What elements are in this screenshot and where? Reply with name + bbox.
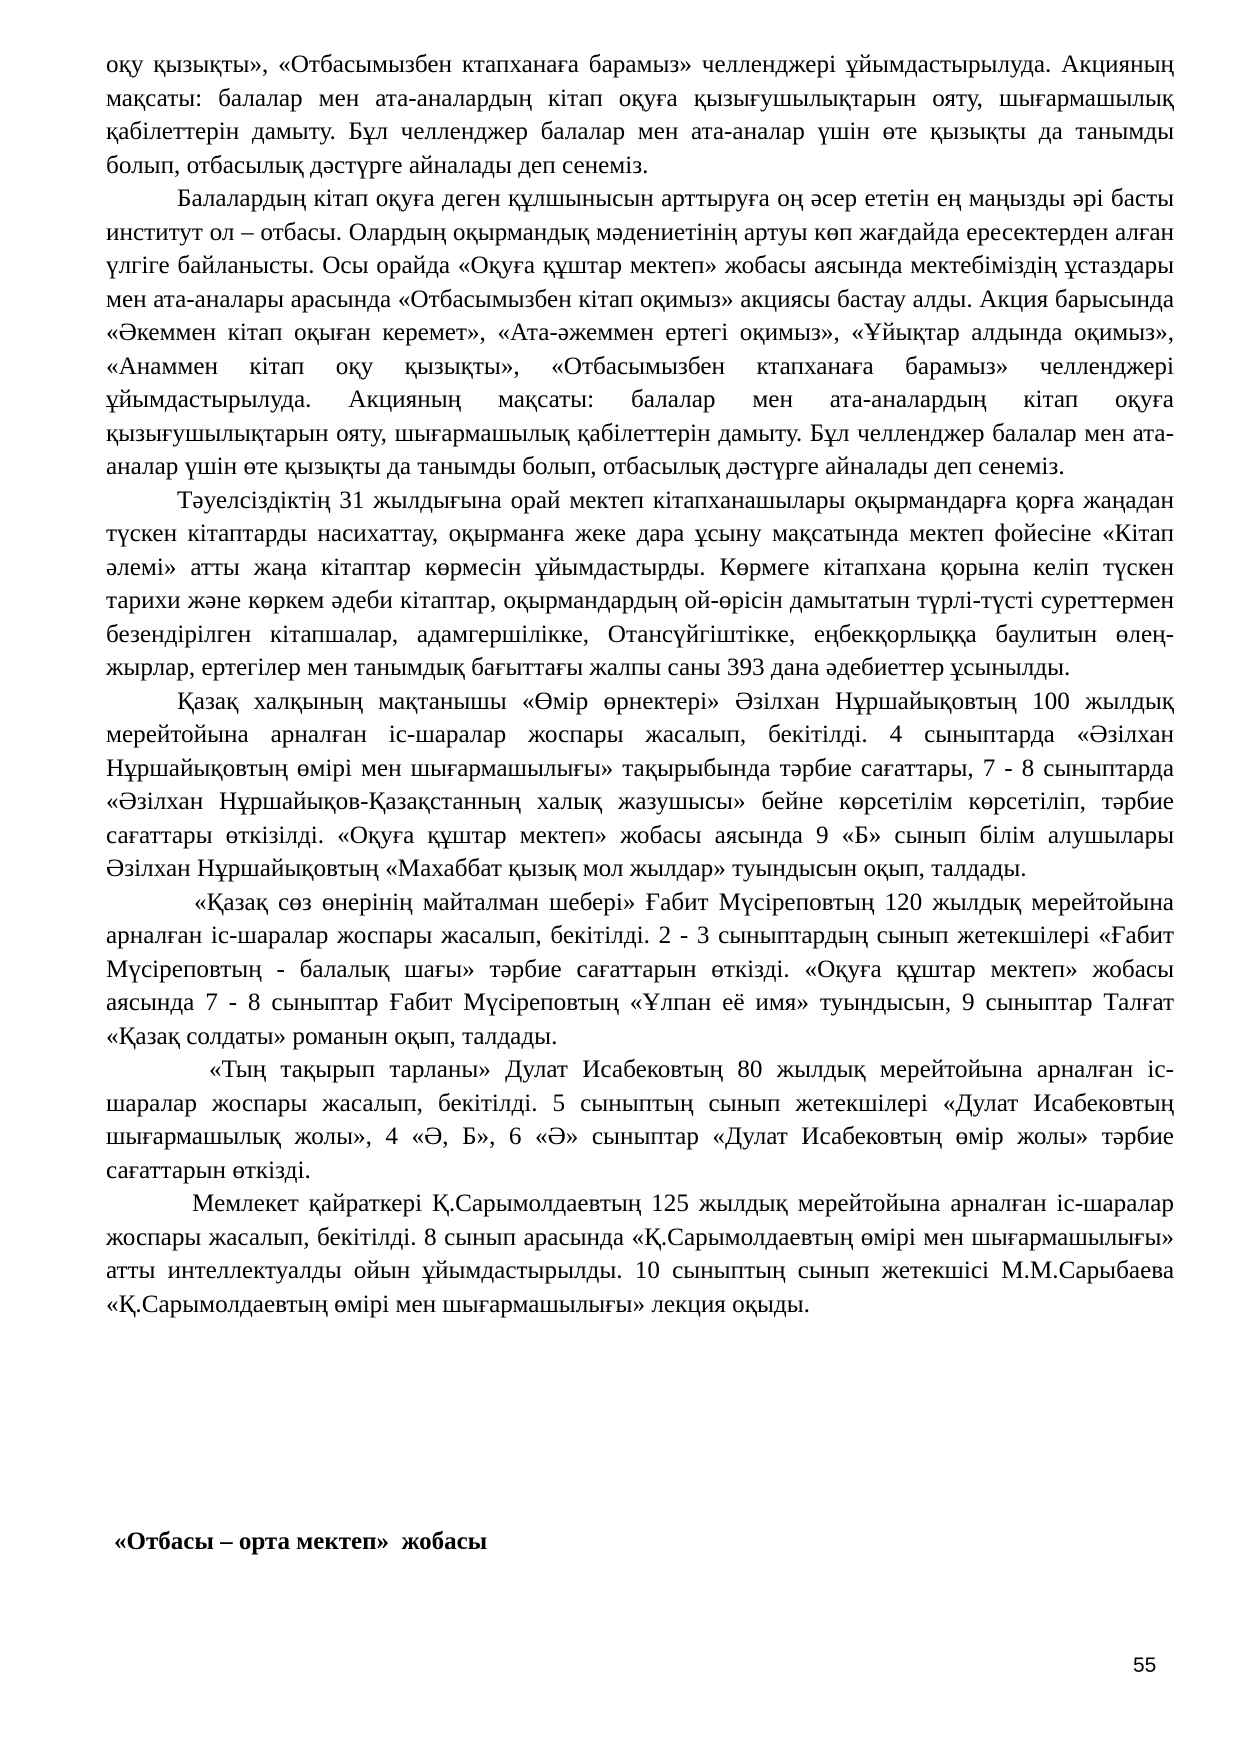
paragraph-nurshaiykov-jubilee: Қазақ халқының мақтанышы «Өмір өрнектері» Әзілхан Нұршайықовтың 100 жылдық мерейтойына арналған іс-шаралар жоспары жасалып, бекітілді. 4 сыныптарда «Әзілхан Нұршайықовтың өмірі мен шығармашылығы» тақырыбында тәрбие сағаттары, 7 - 8 сыныптарда «Әзілхан Нұршайықов-Қазақстанның халық жазушысы» бейне көрсетілім көрсетіліп, тәрбие сағаттары өткізілді. «Оқуға құштар мектеп» жобасы аясында 9 «Б» сынып білім алушылары Әзілхан Нұршайықовтың «Махаббат қызық мол жылдар» туындысын оқып, талдады. xyxy=(106,687,1174,882)
paragraph-independence-exhibition: Тәуелсіздіктің 31 жылдығына орай мектеп кітапханашылары оқырмандарға қорға жаңадан түскен кітаптарды насихаттау, оқырманға жеке дара ұсыну мақсатында мектеп фойесіне «Кітап әлемі» атты жаңа кітаптар көрмесін ұйымдастырды. Көрмеге кітапхана қорына келіп түскен тарихи және көркем әдеби кітаптар, оқырмандардың ой-өрісін дамытатын түрлі-түсті суреттермен безендірілген кітапшалар, адамгершілікке, Отансүйгіштікке, еңбекқорлыққа баулитын өлең- жырлар, ертегілер мен танымдық бағыттағы жалпы саны 393 дана әдебиеттер ұсынылды. xyxy=(106,486,1174,681)
paragraph-isabekov-jubilee: «Тың тақырып тарланы» Дулат Исабековтың 80 жылдық мерейтойына арналған іс-шаралар жоспары жасалып, бекітілді. 5 сыныптың сынып жетекшілері «Дулат Исабековтың шығармашылық жолы», 4 «Ә, Б», 6 «Ә» сыныптар «Дулат Исабековтың өмір жолы» тәрбие сағаттарын өткізді. xyxy=(106,1056,1174,1184)
paragraph-musirepov-jubilee: «Қазақ сөз өнерінің майталман шебері» Ғабит Мүсіреповтың 120 жылдық мерейтойына арналған іс-шаралар жоспары жасалып, бекітілді. 2 - 3 сыныптардың сынып жетекшілері «Ғабит Мүсіреповтың - балалық шағы» тәрбие сағаттарын өткізді. «Оқуға құштар мектеп» жобасы аясында 7 - 8 сыныптар Ғабит Мүсіреповтың «Ұлпан её имя» туындысын, 9 сыныптар Талғат «Қазақ солдаты» романын оқып, талдады. xyxy=(106,888,1174,1050)
paragraph-sarymoldaev-jubilee: Мемлекет қайраткері Қ.Сарымолдаевтың 125 жылдық мерейтойына арналған іс-шаралар жоспары жасалып, бекітілді. 8 сынып арасында «Қ.Сарымолдаевтың өмірі мен шығармашылығы» атты интеллектуалды ойын ұйымдастырылды. 10 сыныптың сынып жетекшісі М.М.Сарыбаева «Қ.Сарымолдаевтың өмірі мен шығармашылығы» лекция оқыды. xyxy=(106,1190,1174,1318)
page-number: 55 xyxy=(1133,1654,1157,1677)
paragraph-challenges-continued: оқу қызықты», «Отбасымызбен ктапханаға барамыз» челленджері ұйымдастырылуда. Акцияның мақсаты: балалар мен ата-аналардың кітап оқуға қызығушылықтарын ояту, шығармашылық қабілеттерін дамыту. Бұл челленджер балалар мен ата-аналар үшін өте қызықты да танымды болып, отбасылық дәстүрге айналады деп сенеміз. xyxy=(106,51,1174,179)
body-text xyxy=(106,48,1174,1321)
paragraph-family-reading: Балалардың кітап оқуға деген құлшынысын арттыруға оң әсер ететін ең маңызды әрі басты институт ол – отбасы. Олардың оқырмандық мәдениетінің артуы көп жағдайда ересектерден алған үлгіге байланысты. Осы орайда «Оқуға құштар мектеп» жобасы аясында мектебіміздің ұстаздары мен ата-аналары арасында «Отбасымызбен кітап оқимыз» акциясы бастау алды. Акция барысында «Әкеммен кітап оқыған керемет», «Ата-әжеммен ертегі оқимыз», «Ұйықтар алдында оқимыз», «Анаммен кітап оқу қызықты», «Отбасымызбен ктапханаға барамыз» челленджері ұйымдастырылуда. Акцияның мақсаты: балалар мен ата-аналардың кітап оқуға қызығушылықтарын ояту, шығармашылық қабілеттерін дамыту. Бұл челленджер балалар мен ата-аналар үшін өте қызықты да танымды болып, отбасылық дәстүрге айналады деп сенеміз. xyxy=(106,185,1174,480)
project-heading: «Отбасы – орта мектеп» жобасы xyxy=(114,1528,488,1555)
